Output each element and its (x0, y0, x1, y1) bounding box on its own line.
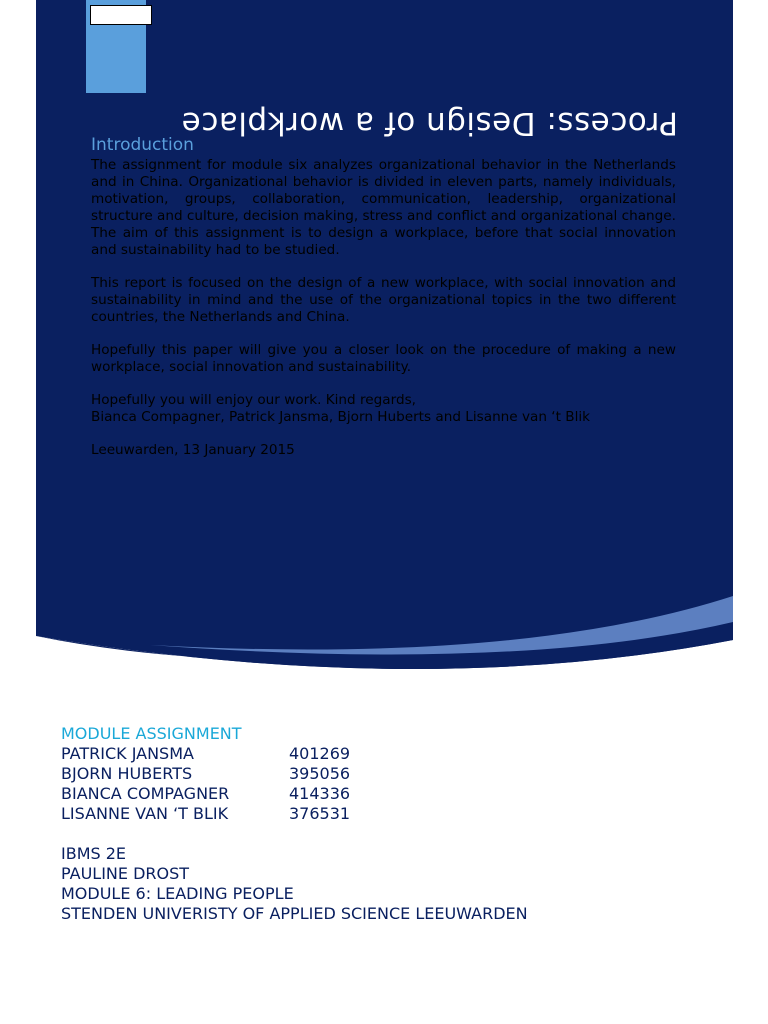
introduction-body (91, 157, 676, 475)
student-number: 376531 (289, 804, 351, 823)
student-row (61, 784, 528, 804)
student-name: LISANNE VAN ‘T BLIK (61, 804, 229, 823)
student-name: BJORN HUBERTS (61, 764, 193, 783)
student-number: 414336 (289, 784, 351, 803)
intro-authors: Bianca Compagner, Patrick Jansma, Bjorn Huberts and Lisanne van ‘t Blik (91, 409, 591, 425)
logo-placeholder-box (90, 5, 152, 25)
introduction-heading: Introduction (91, 135, 194, 155)
intro-paragraph: Hopefully this paper will give you a closer look on the procedure of making a new workplace, social innovation and sustainability. (91, 342, 676, 375)
intro-paragraph: The assignment for module six analyzes organizational behavior in the Netherlands and in China. Organizational behavior is divided in eleven parts, namely individuals, motivation, groups, collaboration, communication, leadership, organizational structure and culture, decision making, stress and conflict and organizational change. The aim of this assignment is to design a workplace, before that social innovation and sustainability had to be studied. (91, 157, 676, 258)
intro-place-date: Leeuwarden, 13 January 2015 (91, 442, 295, 458)
cover-info-block (61, 724, 528, 924)
student-number: 395056 (289, 764, 351, 783)
spacer (61, 824, 528, 844)
intro-paragraph: This report is focused on the design of a new workplace, with social innovation and sustainability in mind and the use of the organizational topics in the two different countries, the Netherlands and China. (91, 275, 676, 325)
student-name: PATRICK JANSMA (61, 744, 194, 763)
school-name: STENDEN UNIVERISTY OF APPLIED SCIENCE LEEUWARDEN (61, 904, 528, 923)
student-row (61, 804, 528, 824)
module-assignment-label: MODULE ASSIGNMENT (61, 724, 242, 743)
student-row (61, 744, 528, 764)
teacher-name: PAULINE DROST (61, 864, 190, 883)
module-name: MODULE 6: LEADING PEOPLE (61, 884, 294, 903)
document-title: Process: Design of a workplace (181, 105, 678, 141)
intro-closing: Hopefully you will enjoy our work. Kind regards, (91, 392, 416, 408)
class-code: IBMS 2E (61, 844, 127, 863)
student-row (61, 764, 528, 784)
student-number: 401269 (289, 744, 351, 763)
student-name: BIANCA COMPAGNER (61, 784, 230, 803)
